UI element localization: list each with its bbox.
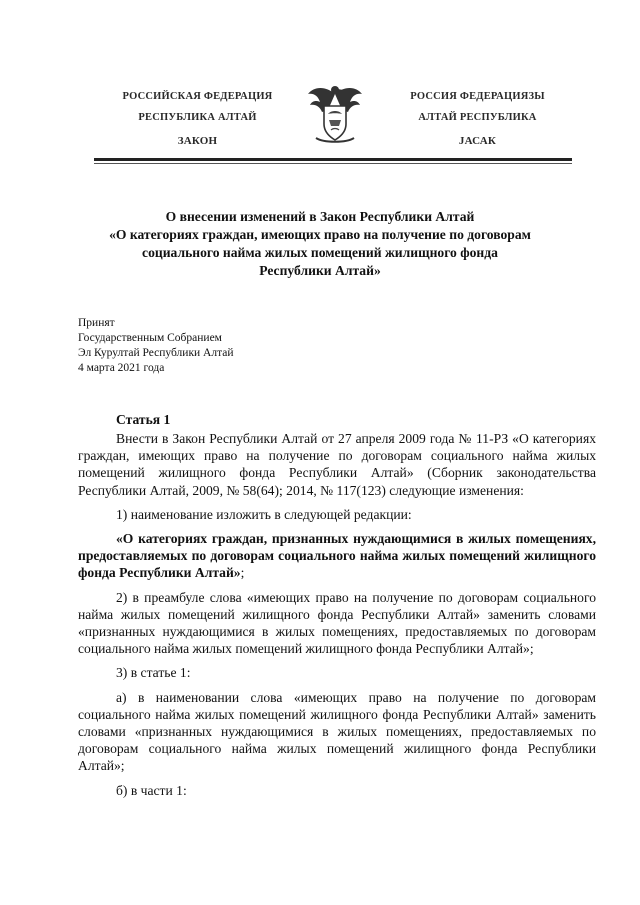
item-3: 3) в статье 1: (116, 665, 191, 681)
title-line-1: О внесении изменений в Закон Республики Алтай (165, 209, 475, 224)
header-right-doc-type: ЈАСАК (458, 135, 497, 147)
header-right-republic: АЛТАЙ РЕСПУБЛИКА (418, 112, 537, 123)
item-2: 2) в преамбуле слова «имеющих право на получение по договорам социального найма жилых помещений жилищного фонда Республики Алтай» заменить словами «признанных нуждающимися в жилых помещениях, предоставляемых по договорам социального найма жилых помещений жилищного фонда Республики Алтай»; (78, 589, 596, 657)
item-1-new-name-tail: ; (240, 565, 245, 581)
item-1: 1) наименование изложить в следующей редакции: (116, 506, 412, 522)
item-1-new-name-paragraph (78, 530, 596, 582)
title-line-2: «О категориях граждан, имеющих право на получение по договорам (109, 227, 531, 242)
coat-of-arms-icon (306, 80, 364, 146)
adopted-date: 4 марта 2021 года (78, 362, 165, 374)
law-title (80, 208, 560, 280)
header-divider-thin (94, 163, 572, 164)
header-left-country: РОССИЙСКАЯ ФЕДЕРАЦИЯ (122, 91, 273, 102)
adoption-info (78, 316, 234, 376)
header-right (380, 86, 575, 152)
header-left-doc-type: ЗАКОН (177, 135, 218, 147)
title-line-4: Республики Алтай» (259, 263, 381, 278)
header-right-country: РОССИЯ ФЕДЕРАЦИЯЗЫ (410, 91, 545, 102)
adopted-line-3: Эл Курултай Республики Алтай (78, 347, 234, 359)
adopted-line-2: Государственным Собранием (78, 332, 222, 344)
item-3a: а) в наименовании слова «имеющих право на получение по договорам социального найма жилых помещений жилищного фонда Республики Алтай» заменить словами «признанных нуждающимися в жилых помещениях, предоставляемых по договорам социального найма жилых помещений жилищного фонда Республики Алтай»; (78, 689, 596, 774)
header-divider (94, 158, 572, 161)
article-intro: Внести в Закон Республики Алтай от 27 апреля 2009 года № 11-РЗ «О категориях граждан, имеющих право на получение по договорам социального найма жилых помещений жилищного фонда Республики Алтай» (Сборник законодательства Республики Алтай, 2009, № 58(64); 2014, № 117(123) следующие изменения: (78, 431, 596, 498)
adopted-line-1: Принят (78, 317, 115, 329)
item-1-new-name: «О категориях граждан, признанных нуждающимися в жилых помещениях, предоставляемых по договорам социального найма жилых помещений жилищного фонда Республики Алтай» (78, 531, 596, 581)
header-left-republic: РЕСПУБЛИКА АЛТАЙ (138, 112, 257, 123)
article-heading: Статья 1 (116, 412, 171, 427)
item-3b: б) в части 1: (116, 782, 187, 798)
law-body (78, 410, 596, 799)
title-line-3: социального найма жилых помещений жилищного фонда (142, 245, 498, 260)
header-left (100, 86, 295, 152)
